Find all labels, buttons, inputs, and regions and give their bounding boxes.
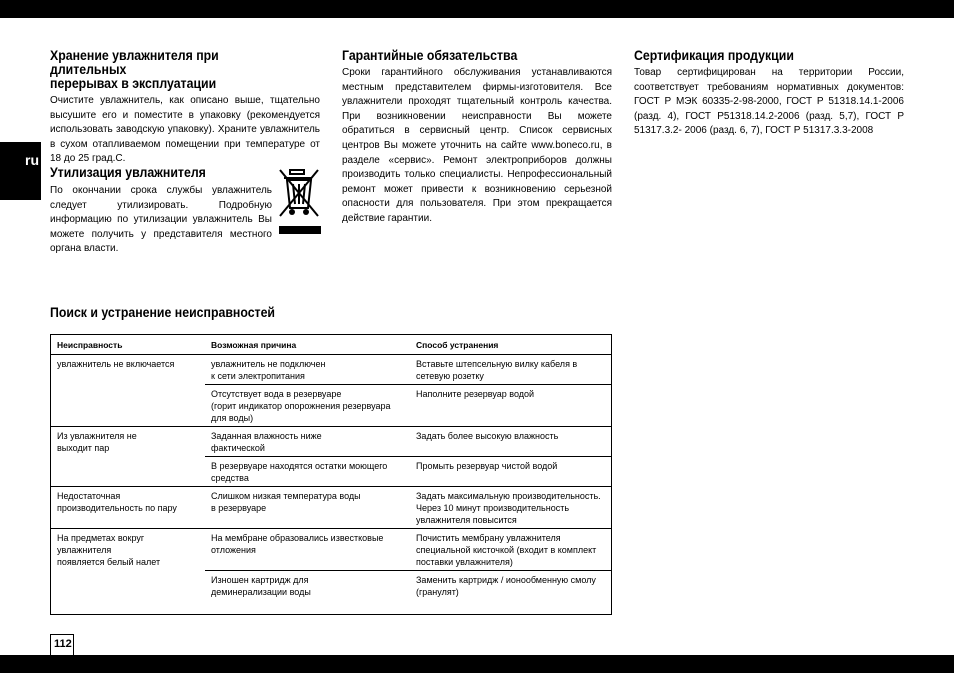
cause-cell: Заданная влажность ниже фактической <box>205 427 410 457</box>
table-row <box>51 427 612 457</box>
table-row <box>51 355 612 385</box>
page-number <box>50 634 74 655</box>
warranty-title: Гарантийные обязательства <box>342 47 518 63</box>
remedy-cell: Задать максимальную производительность. Через 10 минут производительность увлажнителя повысится <box>410 487 612 529</box>
cause-cell: Изношен картридж для деминерализации воды <box>211 575 311 597</box>
problem-cell: На предметах вокруг увлажнителя появляется белый налет <box>57 533 161 567</box>
disposal-section <box>50 164 272 257</box>
cause-cell: Отсутствует вода в резервуаре (горит индикатор опорожнения резервуара для воды) <box>205 385 410 427</box>
remedy-cell: Наполните резервуар водой <box>410 385 612 427</box>
remedy-cell: Вставьте штепсельную вилку кабеля в сетевую розетку <box>410 355 612 385</box>
certification-title: Сертификация продукции <box>634 47 794 63</box>
problem-cell: Из увлажнителя не выходит пар <box>51 427 206 487</box>
certification-body: Товар сертифицирован на территории России, соответствует требованиям нормативных документов: ГОСТ Р МЭК 60335-2-98-2000, ГОСТ Р 51318.14.1-2006 (разд. 4), ГОСТ Р51318.14.2-2006 (разд. 5,7), ГОСТ Р 51317.3.2- 2006 (разд. 6, 7), ГОСТ Р 51317.3.3-2008 <box>634 67 904 137</box>
cause-cell: увлажнитель не подключен к сети электропитания <box>205 355 410 385</box>
remedy-cell: Задать более высокую влажность <box>410 427 612 457</box>
remedy-cell: Почистить мембрану увлажнителя специальной кисточкой (входит в комплект поставки увлажнителя) <box>410 529 612 571</box>
warranty-body: Сроки гарантийного обслуживания устанавливаются местным представителем фирмы-изготовителя. Все увлажнители проходят тщательный контроль качества. При возникновении неисправности Вы можете обратиться в сервисный центр. Список сервисных центров Вы можете уточнить на сайте www.boneco.ru, в разделе «сервис». Ремонт электроприборов должны производить только специалисты. Непрофессиональный ремонт может привести к возникновению серьезной опасности для пользователя. При этом прекращается действие гарантии. <box>342 67 612 224</box>
table-row <box>51 487 612 529</box>
remedy-cell: Промыть резервуар чистой водой <box>410 457 612 487</box>
page-number-text: 112 <box>54 638 72 650</box>
warranty-section <box>342 48 612 227</box>
cause-cell: На мембране образовались известковые отложения <box>205 529 410 571</box>
certification-section <box>634 48 904 139</box>
top-bar <box>0 0 954 18</box>
language-tab <box>0 142 41 200</box>
problem-cell: увлажнитель не включается <box>51 355 206 427</box>
language-code: ru <box>25 152 39 168</box>
table-row <box>51 529 612 571</box>
storage-body: Очистите увлажнитель, как описано выше, тщательно высушите его и поместите в упаковку (рекомендуется использовать заводскую упаковку). Храните увлажнитель в сухом отапливаемом помещении при температуре от 18 до 25 град.С. <box>50 95 320 165</box>
cause-cell: Слишком низкая температура воды в резервуаре <box>205 487 410 529</box>
remedy-cell: Заменить картридж / ионообменную смолу (гранулят) <box>416 575 596 597</box>
header-remedy: Способ устранения <box>416 340 499 350</box>
storage-section <box>50 48 320 167</box>
storage-title: Хранение увлажнителя при длительных перерывах в эксплуатации <box>50 47 219 91</box>
table-header-row <box>51 335 612 355</box>
cause-cell: В резервуаре находятся остатки моющего средства <box>205 457 410 487</box>
header-cause: Возможная причина <box>211 340 297 350</box>
disposal-body: По окончании срока службы увлажнитель следует утилизировать. Подробную информацию по утилизации увлажнитель Вы можете получить у представителя местного органа власти. <box>50 185 272 255</box>
problem-cell: Недостаточная производительность по пару <box>51 487 206 529</box>
troubleshooting-title: Поиск и устранение неисправностей <box>50 304 276 320</box>
troubleshooting-table <box>50 334 612 615</box>
header-problem: Неисправность <box>57 340 123 350</box>
disposal-title: Утилизация увлажнителя <box>50 164 206 180</box>
crossed-out-wheelie-bin-icon <box>276 166 322 234</box>
bottom-bar <box>0 655 954 673</box>
